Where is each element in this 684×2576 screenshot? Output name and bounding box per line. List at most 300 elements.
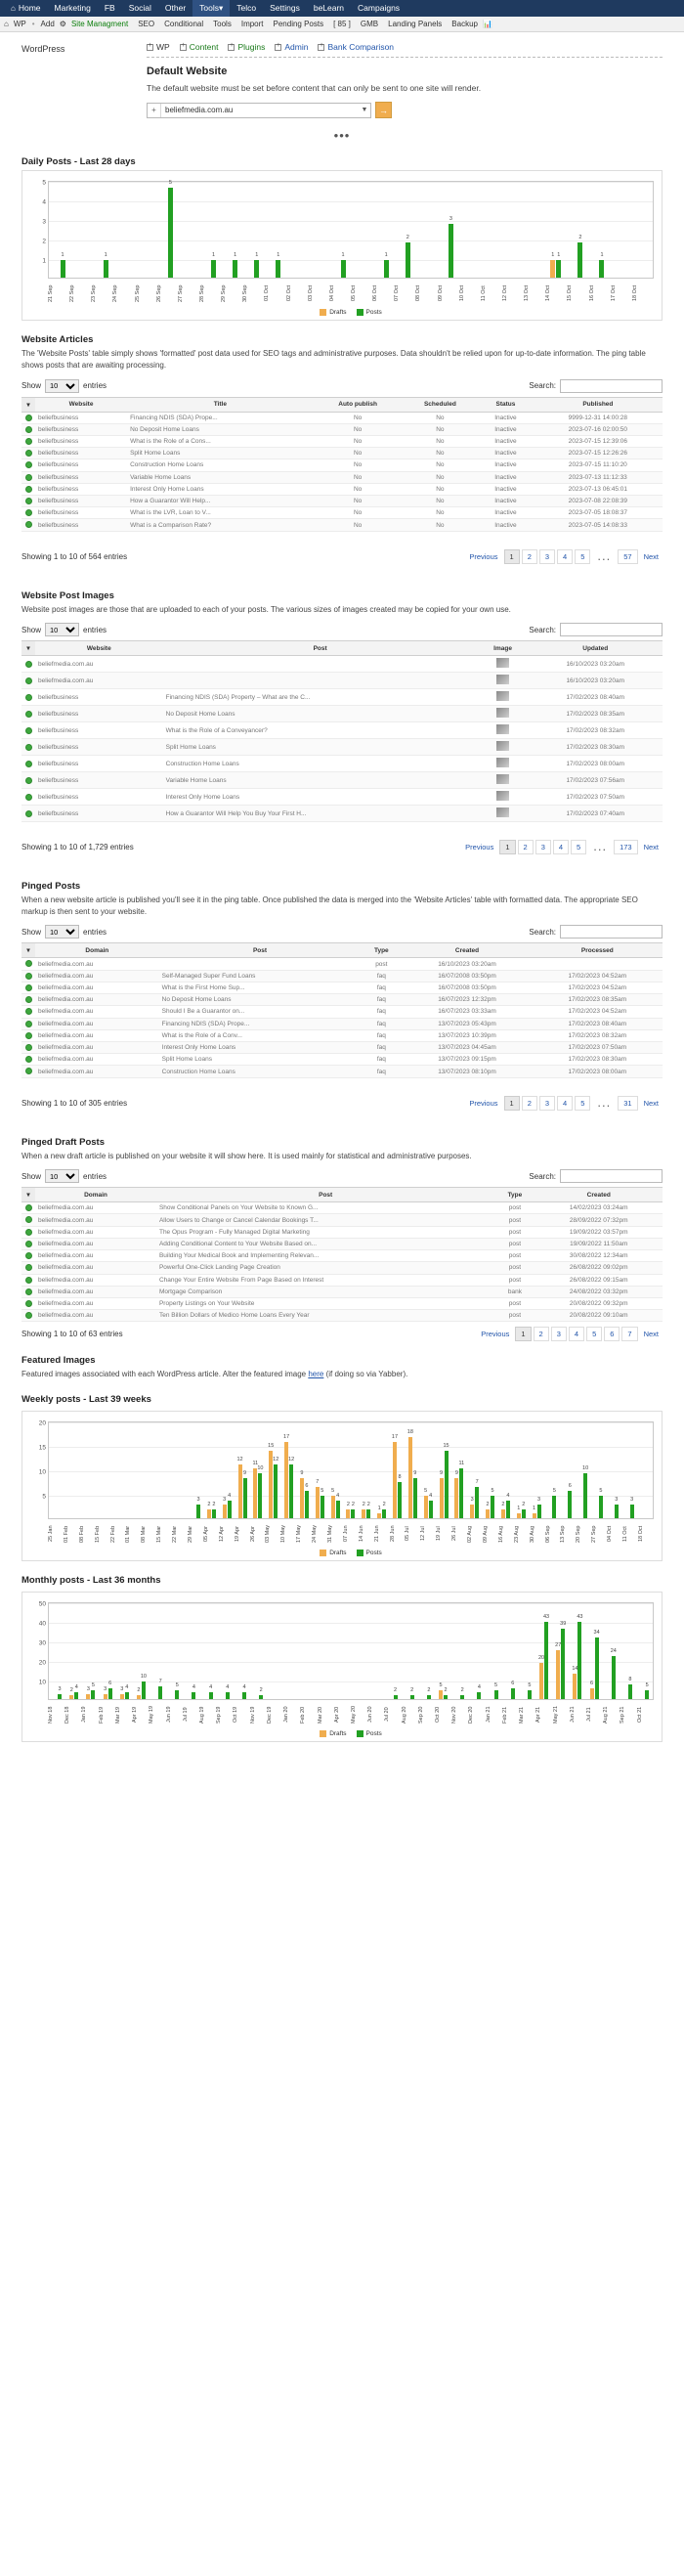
pagination-ellipsis[interactable]: ...: [592, 1093, 616, 1112]
pinged-search-input[interactable]: [560, 925, 663, 939]
table-row[interactable]: [21, 435, 663, 447]
subnav-item-tools[interactable]: Tools: [213, 19, 232, 28]
table-row[interactable]: [21, 423, 663, 435]
articles-search[interactable]: [529, 379, 663, 393]
x-axis-tick-label: 24 Sep: [112, 284, 119, 303]
column-header-status[interactable]: Status: [478, 397, 534, 412]
y-axis-tick-label: 50: [38, 1600, 46, 1608]
subnav-item-add[interactable]: Add: [40, 19, 55, 28]
pagination-last-page[interactable]: 57: [618, 549, 637, 564]
table-cell: faq: [361, 994, 402, 1006]
bar-value-label: 7: [158, 1679, 162, 1685]
table-cell: 16/07/2023 12:32pm: [402, 994, 532, 1006]
status-indicator[interactable]: [21, 1202, 35, 1214]
pagination-page-2[interactable]: 2: [522, 1096, 537, 1111]
default-website-select[interactable]: [147, 103, 371, 118]
pagination-ellipsis[interactable]: ...: [592, 546, 616, 565]
chart-bar: [406, 234, 410, 279]
subnav-item-conditional[interactable]: Conditional: [164, 19, 204, 28]
bar-value-label: 3: [630, 1497, 634, 1504]
bar-value-label: 4: [74, 1683, 78, 1690]
status-indicator[interactable]: [21, 1298, 35, 1310]
pagination-page-4[interactable]: 4: [553, 840, 569, 854]
x-axis-tick-label: Oct 19: [233, 1706, 239, 1724]
subnav-item-backup[interactable]: Backup: [451, 19, 478, 28]
status-indicator[interactable]: [21, 706, 35, 722]
website-articles-table: [21, 397, 663, 532]
table-cell: No: [314, 448, 403, 459]
status-indicator[interactable]: [21, 435, 35, 447]
chart-bar: [537, 1497, 541, 1518]
status-indicator[interactable]: [21, 471, 35, 483]
articles-show-entries[interactable]: [21, 379, 107, 393]
table-cell: What is the Role of a Cons...: [127, 435, 314, 447]
legend-label: Posts: [365, 1730, 382, 1738]
status-indicator[interactable]: [21, 412, 35, 423]
table-cell: 30/08/2022 12:34am: [534, 1250, 663, 1262]
x-axis-tick-label: 16 Oct: [588, 285, 595, 302]
table-cell: [163, 673, 478, 689]
pagination-next[interactable]: Next: [640, 841, 663, 853]
status-indicator[interactable]: [21, 1066, 35, 1077]
column-header-updated[interactable]: Updated: [529, 641, 663, 656]
status-indicator[interactable]: [21, 483, 35, 495]
pagination-page-7[interactable]: 7: [621, 1327, 637, 1341]
table-cell: 17/02/2023 08:32am: [529, 722, 663, 739]
column-header-type[interactable]: Type: [494, 1188, 534, 1202]
nav-item-settings[interactable]: Settings: [270, 3, 300, 13]
table-row[interactable]: [21, 673, 663, 689]
table-row[interactable]: [21, 1018, 663, 1029]
bar-value-label: 2: [362, 1501, 365, 1507]
pagination-page-2[interactable]: 2: [522, 549, 537, 564]
status-indicator[interactable]: [21, 722, 35, 739]
column-header-type[interactable]: Type: [361, 943, 402, 958]
legend-label: Posts: [365, 1550, 382, 1557]
image-thumbnail: [478, 806, 529, 822]
status-indicator[interactable]: [21, 1262, 35, 1274]
x-axis-tick-label: Jul 21: [586, 1707, 592, 1723]
chart-legend[interactable]: [48, 309, 654, 316]
table-row[interactable]: [21, 1298, 663, 1310]
x-axis-tick-label: 22 Mar: [172, 1525, 179, 1543]
pagination-page-1[interactable]: 1: [515, 1327, 531, 1341]
more-options-dots[interactable]: •••: [333, 128, 351, 144]
column-header-status[interactable]: ▾: [21, 397, 35, 412]
pinged-page-size-select[interactable]: [45, 925, 79, 939]
home-icon: ⌂: [11, 4, 16, 13]
nav-item-marketing[interactable]: Marketing: [54, 3, 91, 13]
images-search[interactable]: [529, 623, 663, 636]
table-row[interactable]: [21, 1202, 663, 1214]
table-cell: 17/02/2023 04:52am: [533, 1006, 663, 1018]
x-axis-tick-label: 08 Oct: [415, 285, 422, 302]
table-row[interactable]: [21, 958, 663, 970]
table-row[interactable]: [21, 706, 663, 722]
bar-value-label: 18: [406, 1429, 413, 1436]
pagination-page-3[interactable]: 3: [535, 840, 551, 854]
legend-item-drafts[interactable]: [320, 309, 346, 316]
pagination-page-3[interactable]: 3: [551, 1327, 567, 1341]
bar-value-label: 9: [439, 1469, 444, 1476]
pagination-page-6[interactable]: 6: [604, 1327, 620, 1341]
pagination-page-3[interactable]: 3: [539, 549, 555, 564]
table-row[interactable]: [21, 507, 663, 519]
pagination-page-1[interactable]: 1: [504, 1096, 520, 1111]
status-indicator[interactable]: [21, 982, 35, 993]
go-button[interactable]: →: [375, 102, 392, 118]
table-row[interactable]: [21, 496, 663, 507]
column-header-status[interactable]: ▾: [21, 1188, 35, 1202]
bar-value-label: 1: [384, 251, 388, 258]
image-thumbnail: [478, 689, 529, 706]
column-header-post[interactable]: Post: [156, 1188, 494, 1202]
table-cell: Inactive: [478, 448, 534, 459]
pagination-ellipsis[interactable]: ...: [588, 837, 612, 855]
status-indicator[interactable]: [21, 1250, 35, 1262]
table-row[interactable]: [21, 1029, 663, 1041]
sub-navigation-bar[interactable]: [0, 17, 684, 32]
table-row[interactable]: [21, 1274, 663, 1286]
status-indicator[interactable]: [21, 673, 35, 689]
pinged-pagination[interactable]: [465, 1083, 663, 1123]
bar-value-label: 12: [273, 1456, 279, 1463]
stats-icon[interactable]: 📊: [482, 20, 492, 28]
chart-bar: [454, 1469, 458, 1518]
status-indicator[interactable]: [21, 423, 35, 435]
legend-item-posts[interactable]: [357, 1550, 382, 1556]
table-cell: 13/07/2023 09:15pm: [402, 1054, 532, 1066]
status-indicator[interactable]: [21, 656, 35, 673]
chart-bar: [209, 1683, 213, 1699]
column-header-created[interactable]: Created: [402, 943, 532, 958]
pagination-page-3[interactable]: 3: [539, 1096, 555, 1111]
plus-icon: [275, 44, 281, 51]
table-cell: No: [403, 435, 478, 447]
table-cell: beliefmedia.com.au: [35, 994, 159, 1006]
drafts-search[interactable]: [529, 1169, 663, 1183]
pagination-next[interactable]: Next: [640, 1328, 663, 1340]
table-row[interactable]: [21, 756, 663, 772]
drafts-search-input[interactable]: [560, 1169, 663, 1183]
nav-item-telco[interactable]: Telco: [236, 3, 257, 13]
status-indicator[interactable]: [21, 1018, 35, 1029]
table-row[interactable]: [21, 519, 663, 531]
images-search-input[interactable]: [560, 623, 663, 636]
table-row[interactable]: [21, 1042, 663, 1054]
column-header-created[interactable]: Created: [534, 1188, 663, 1202]
status-indicator[interactable]: [21, 806, 35, 822]
y-axis-tick-label: 2: [42, 238, 46, 245]
articles-pagination[interactable]: [465, 537, 663, 577]
plus-icon: [228, 44, 235, 51]
column-header-scheduled[interactable]: Scheduled: [403, 397, 478, 412]
chart-bar: [212, 1501, 216, 1518]
table-row[interactable]: [21, 739, 663, 756]
chart-bar: [413, 1469, 417, 1518]
chart-canvas-daily: [30, 181, 654, 316]
pagination-last-page[interactable]: 31: [618, 1096, 637, 1111]
table-row[interactable]: [21, 412, 663, 423]
table-cell: beliefmedia.com.au: [35, 1018, 159, 1029]
x-axis-tick-label: 08 Feb: [78, 1525, 85, 1543]
column-header-status[interactable]: ▾: [21, 943, 35, 958]
featured-images-link[interactable]: here: [308, 1370, 324, 1379]
status-indicator[interactable]: [21, 1042, 35, 1054]
chart-bar: [283, 1433, 290, 1518]
status-indicator[interactable]: [21, 772, 35, 789]
y-axis-tick-label: 3: [42, 218, 46, 226]
column-header-title[interactable]: Title: [127, 397, 314, 412]
table-cell: 19/09/2022 03:57pm: [534, 1226, 663, 1238]
chart-bar: [58, 1685, 62, 1700]
table-cell: beliefmedia.com.au: [35, 1202, 156, 1214]
chart-bar: [393, 1687, 398, 1699]
images-table-controls: [21, 623, 663, 636]
column-header-post[interactable]: Post: [163, 641, 478, 656]
pagination-page-5[interactable]: 5: [575, 549, 590, 564]
x-axis-tick-label: Oct 20: [435, 1706, 442, 1724]
chip-plugins[interactable]: [228, 42, 265, 52]
chip-content[interactable]: [180, 42, 219, 52]
pagination-previous[interactable]: Previous: [477, 1328, 513, 1340]
legend-item-drafts[interactable]: [320, 1550, 346, 1556]
pagination-page-4[interactable]: 4: [557, 1096, 573, 1111]
chart-bar: [273, 1456, 279, 1518]
chip-wp[interactable]: [147, 42, 170, 52]
column-header-post[interactable]: Post: [159, 943, 362, 958]
column-header-website[interactable]: Website: [35, 641, 163, 656]
chip-admin[interactable]: [275, 42, 308, 52]
table-row[interactable]: [21, 1006, 663, 1018]
nav-item-campaigns[interactable]: Campaigns: [358, 3, 401, 13]
plus-icon[interactable]: +: [148, 104, 161, 117]
table-row[interactable]: [21, 483, 663, 495]
table-row[interactable]: [21, 806, 663, 822]
table-cell: Financing NDIS (SDA) Prope...: [159, 1018, 362, 1029]
chart-legend[interactable]: [48, 1550, 654, 1556]
pinged-info: Showing 1 to 10 of 305 entries: [21, 1098, 128, 1108]
subnav-item-import[interactable]: Import: [240, 19, 264, 28]
top-navigation-bar[interactable]: [0, 0, 684, 17]
legend-item-drafts[interactable]: [320, 1730, 346, 1737]
status-indicator[interactable]: [21, 1006, 35, 1018]
articles-search-input[interactable]: [560, 379, 663, 393]
chart-bar: [550, 251, 555, 278]
status-indicator[interactable]: [21, 1226, 35, 1238]
nav-item-other[interactable]: Other: [164, 3, 187, 13]
y-axis-tick-label: 15: [38, 1444, 46, 1452]
column-header-auto-publish[interactable]: Auto publish: [314, 397, 403, 412]
table-row[interactable]: [21, 471, 663, 483]
column-header-domain[interactable]: Domain: [35, 1188, 156, 1202]
subnav-item-gmb[interactable]: GMB: [360, 19, 379, 28]
status-indicator[interactable]: [21, 1286, 35, 1297]
images-page-size-select[interactable]: [45, 623, 79, 636]
table-row[interactable]: [21, 772, 663, 789]
table-row[interactable]: [21, 970, 663, 982]
pagination-page-2[interactable]: 2: [518, 840, 534, 854]
x-axis-tick-label: 23 Sep: [91, 284, 98, 303]
table-row[interactable]: [21, 459, 663, 471]
table-row[interactable]: [21, 448, 663, 459]
x-axis-tick-label: 07 Jun: [342, 1525, 349, 1543]
chip-bank-comparison[interactable]: [318, 42, 394, 52]
pagination-page-4[interactable]: 4: [569, 1327, 584, 1341]
table-row[interactable]: [21, 656, 663, 673]
table-cell: No Deposit Home Loans: [127, 423, 314, 435]
status-indicator[interactable]: [21, 459, 35, 471]
table-row[interactable]: [21, 994, 663, 1006]
featured-images-desc-after: (if doing so via Yabber).: [323, 1370, 408, 1379]
search-label: Search:: [529, 1171, 556, 1181]
nav-item-social[interactable]: Social: [128, 3, 151, 13]
chart-bar: [458, 1461, 465, 1518]
status-indicator[interactable]: [21, 1054, 35, 1066]
home-icon[interactable]: ⌂: [4, 20, 9, 28]
x-axis-tick-label: 01 Feb: [63, 1525, 69, 1543]
articles-page-size-select[interactable]: [45, 379, 79, 393]
pagination-previous[interactable]: Previous: [465, 1097, 501, 1110]
table-cell: No: [403, 459, 478, 471]
table-cell: beliefbusiness: [35, 756, 163, 772]
status-indicator[interactable]: [21, 789, 35, 806]
table-row[interactable]: [21, 1214, 663, 1226]
status-indicator[interactable]: [21, 448, 35, 459]
table-row[interactable]: [21, 689, 663, 706]
nav-item-tools[interactable]: [192, 0, 230, 17]
status-indicator[interactable]: [21, 507, 35, 519]
pagination-page-5[interactable]: 5: [571, 840, 586, 854]
column-header-status[interactable]: ▾: [21, 641, 35, 656]
table-row[interactable]: [21, 982, 663, 993]
table-cell: beliefmedia.com.au: [35, 656, 163, 673]
pagination-next[interactable]: Next: [640, 550, 663, 563]
pagination-previous[interactable]: Previous: [461, 841, 497, 853]
nav-item-home[interactable]: [4, 0, 48, 17]
x-axis-tick-label: 05 Oct: [350, 285, 357, 302]
status-indicator[interactable]: [21, 756, 35, 772]
status-indicator[interactable]: [21, 519, 35, 531]
images-show-entries[interactable]: [21, 623, 107, 636]
x-axis-tick-label: 19 Jul: [436, 1526, 443, 1542]
table-row[interactable]: [21, 1286, 663, 1297]
x-axis-tick-label: Feb 21: [501, 1706, 508, 1724]
bar-value-label: 2: [460, 1687, 464, 1694]
table-row[interactable]: [21, 1262, 663, 1274]
table-row[interactable]: [21, 1066, 663, 1077]
table-cell: beliefbusiness: [35, 739, 163, 756]
nav-item-tools-label: Tools: [199, 3, 219, 13]
chart-bar: [577, 1613, 583, 1699]
chart-legend[interactable]: [48, 1730, 654, 1737]
pagination-page-1[interactable]: 1: [504, 549, 520, 564]
table-cell: No: [314, 496, 403, 507]
table-row[interactable]: [21, 789, 663, 806]
subnav-item-pending-count[interactable]: [ 85 ]: [333, 19, 351, 28]
pagination-page-2[interactable]: 2: [534, 1327, 549, 1341]
status-indicator[interactable]: [21, 958, 35, 970]
x-axis-tick-label: 30 Sep: [242, 284, 249, 303]
subnav-item-landing-panels[interactable]: Landing Panels: [388, 19, 443, 28]
plus-icon: [318, 44, 324, 51]
nav-item-fb[interactable]: FB: [104, 3, 115, 13]
status-indicator[interactable]: [21, 739, 35, 756]
table-cell: Split Home Loans: [159, 1054, 362, 1066]
subnav-item-pending-posts[interactable]: Pending Posts: [273, 19, 324, 28]
legend-item-posts[interactable]: [357, 1730, 382, 1737]
status-indicator[interactable]: [21, 970, 35, 982]
chart-bar: [444, 1687, 448, 1699]
table-cell: 17/02/2023 08:30am: [529, 739, 663, 756]
pagination-page-4[interactable]: 4: [557, 549, 573, 564]
bar-value-label: 2: [346, 1501, 350, 1507]
x-axis-tick-label: 25 Sep: [134, 284, 141, 303]
column-header-domain[interactable]: Domain: [35, 943, 159, 958]
subnav-item-wp[interactable]: WP: [13, 19, 26, 28]
status-indicator[interactable]: [21, 1214, 35, 1226]
status-indicator[interactable]: [21, 1029, 35, 1041]
table-row[interactable]: [21, 1250, 663, 1262]
status-indicator[interactable]: [21, 1238, 35, 1249]
legend-item-posts[interactable]: [357, 309, 382, 316]
drafts-pagination[interactable]: [477, 1327, 663, 1341]
table-row[interactable]: [21, 1054, 663, 1066]
pagination-previous[interactable]: Previous: [465, 550, 501, 563]
table-row[interactable]: [21, 1238, 663, 1249]
drafts-show-entries[interactable]: [21, 1169, 107, 1183]
chart-bar: [158, 1679, 162, 1699]
x-axis-tick-label: 15 Oct: [567, 285, 574, 302]
table-cell: 17/02/2023 08:32am: [533, 1029, 663, 1041]
nav-item-belearn[interactable]: beLearn: [313, 3, 345, 13]
status-indicator[interactable]: [21, 994, 35, 1006]
bar-value-label: 10: [257, 1465, 264, 1472]
pagination-last-page[interactable]: 173: [614, 840, 638, 854]
default-website-row: [147, 102, 663, 118]
chart-bar: [560, 1621, 567, 1699]
images-pagination[interactable]: [461, 827, 663, 867]
bar-value-label: 4: [336, 1492, 340, 1499]
status-indicator[interactable]: [21, 1310, 35, 1322]
pinged-show-entries[interactable]: [21, 925, 107, 939]
x-axis-tick-label: Mar 21: [519, 1706, 526, 1724]
status-indicator[interactable]: [21, 689, 35, 706]
bar-value-label: 7: [316, 1478, 320, 1485]
pagination-next[interactable]: Next: [640, 1097, 663, 1110]
column-header-image[interactable]: Image: [478, 641, 529, 656]
table-row[interactable]: [21, 1226, 663, 1238]
subnav-item-seo[interactable]: SEO: [138, 19, 155, 28]
table-row[interactable]: [21, 1310, 663, 1322]
search-label: Search:: [529, 625, 556, 634]
table-cell: 16/07/2008 03:50pm: [402, 970, 532, 982]
column-header-website[interactable]: Website: [35, 397, 127, 412]
gear-icon[interactable]: ⚙: [59, 20, 66, 28]
table-row[interactable]: [21, 722, 663, 739]
column-header-processed[interactable]: Processed: [533, 943, 663, 958]
subnav-item-site-managment[interactable]: Site Managment: [70, 19, 129, 28]
pagination-page-5[interactable]: 5: [575, 1096, 590, 1111]
column-header-published[interactable]: Published: [534, 397, 663, 412]
pinged-search[interactable]: [529, 925, 663, 939]
status-indicator[interactable]: [21, 1274, 35, 1286]
drafts-page-size-select[interactable]: [45, 1169, 79, 1183]
status-indicator[interactable]: [21, 496, 35, 507]
pagination-page-5[interactable]: 5: [586, 1327, 602, 1341]
table-cell: beliefmedia.com.au: [35, 1286, 156, 1297]
pagination-page-1[interactable]: 1: [499, 840, 515, 854]
